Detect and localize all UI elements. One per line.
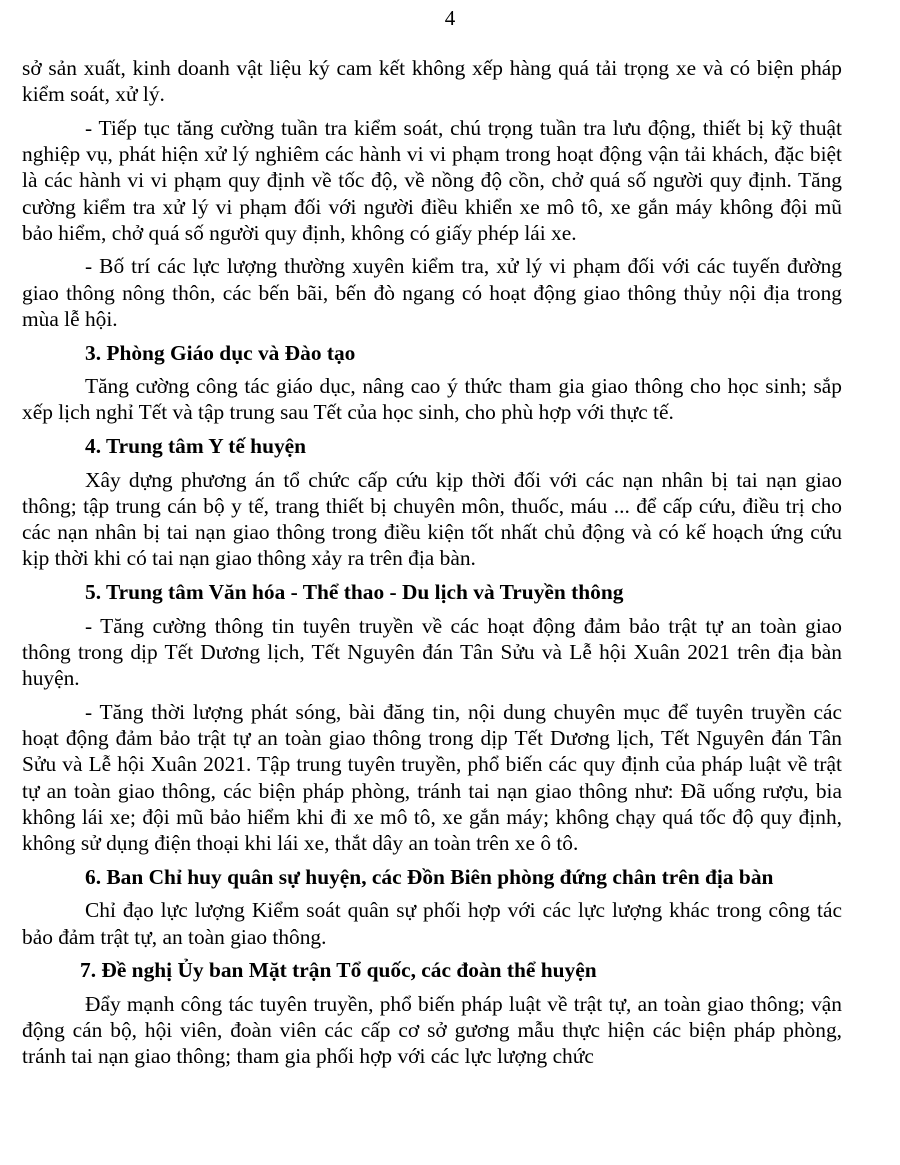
section-heading-military: 6. Ban Chỉ huy quân sự huyện, các Đồn Biên phòng đứng chân trên địa bàn — [85, 864, 774, 889]
section-heading-front: 7. Đề nghị Ủy ban Mặt trận Tổ quốc, các đoàn thể huyện — [80, 958, 597, 983]
paragraph-continuation: sở sản xuất, kinh doanh vật liệu ký cam kết không xếp hàng quá tải trọng xe và có biện pháp kiểm soát, xử lý. — [22, 56, 842, 107]
paragraph-education: Tăng cường công tác giáo dục, nâng cao ý thức tham gia giao thông cho học sinh; sắp xếp lịch nghỉ Tết và tập trung sau Tết của học sinh, cho phù hợp với thực tế. — [22, 374, 842, 425]
section-heading-health: 4. Trung tâm Y tế huyện — [85, 434, 307, 459]
section-heading-education: 3. Phòng Giáo dục và Đào tạo — [85, 340, 356, 365]
paragraph-culture-broadcast: - Tăng thời lượng phát sóng, bài đăng tin, nội dung chuyên mục để tuyên truyền các hoạt động đảm bảo trật tự an toàn giao thông trong dịp Tết Dương lịch, Tết Nguyên đán Tân Sửu và Lễ hội Xuân 2021. Tập trung tuyên truyền, phổ biến các quy định của pháp luật về trật tự an toàn giao thông, các biện pháp phòng, tránh tai nạn giao thông như: Đã uống rượu, bia không lái xe; đội mũ bảo hiểm khi đi xe mô tô, xe gắn máy; không chạy quá tốc độ quy định, không sử dụng điện thoại khi lái xe, thắt dây an toàn trên xe ô tô. — [22, 699, 842, 855]
paragraph-health: Xây dựng phương án tổ chức cấp cứu kịp thời đối với các nạn nhân bị tai nạn giao thông; tập trung cán bộ y tế, trang thiết bị chuyên môn, thuốc, máu ... để cấp cứu, điều trị cho các nạn nhân bị tai nạn giao thông trong điều kiện tốt nhất chủ động và có kế hoạch ứng cứu kịp thời khi có tai nạn giao thông xảy ra trên địa bàn. — [22, 467, 842, 571]
document-body — [22, 55, 842, 1077]
section-heading-culture: 5. Trung tâm Văn hóa - Thể thao - Du lịch và Truyền thông — [85, 580, 624, 605]
paragraph-rural-roads: - Bố trí các lực lượng thường xuyên kiểm tra, xử lý vi phạm đối với các tuyến đường giao thông nông thôn, các bến bãi, bến đò ngang có hoạt động giao thông thủy nội địa trong mùa lễ hội. — [22, 254, 842, 331]
page-number: 4 — [444, 6, 456, 30]
paragraph-culture-info: - Tăng cường thông tin tuyên truyền về các hoạt động đảm bảo trật tự an toàn giao thông trong dịp Tết Dương lịch, Tết Nguyên đán Tân Sửu và Lễ hội Xuân 2021 trên địa bàn huyện. — [22, 613, 842, 691]
paragraph-front: Đẩy mạnh công tác tuyên truyền, phổ biến pháp luật về trật tự, an toàn giao thông; vận động cán bộ, hội viên, đoàn viên các cấp cơ sở gương mẫu thực hiện các biện pháp phòng, tránh tai nạn giao thông; tham gia phối hợp với các lực lượng chức — [22, 992, 842, 1069]
paragraph-military: Chỉ đạo lực lượng Kiểm soát quân sự phối hợp với các lực lượng khác trong công tác bảo đảm trật tự, an toàn giao thông. — [22, 898, 842, 949]
paragraph-patrol: - Tiếp tục tăng cường tuần tra kiểm soát, chú trọng tuần tra lưu động, thiết bị kỹ thuật nghiệp vụ, phát hiện xử lý nghiêm các hành vi vi phạm trong hoạt động vận tải khách, đặc biệt là các hành vi vi phạm quy định về tốc độ, về nồng độ cồn, chở quá số người quy định. Tăng cường kiểm tra xử lý vi phạm đối với người điều khiển xe mô tô, xe gắn máy không đội mũ bảo hiểm, chở quá số người quy định, không có giấy phép lái xe. — [22, 115, 842, 245]
